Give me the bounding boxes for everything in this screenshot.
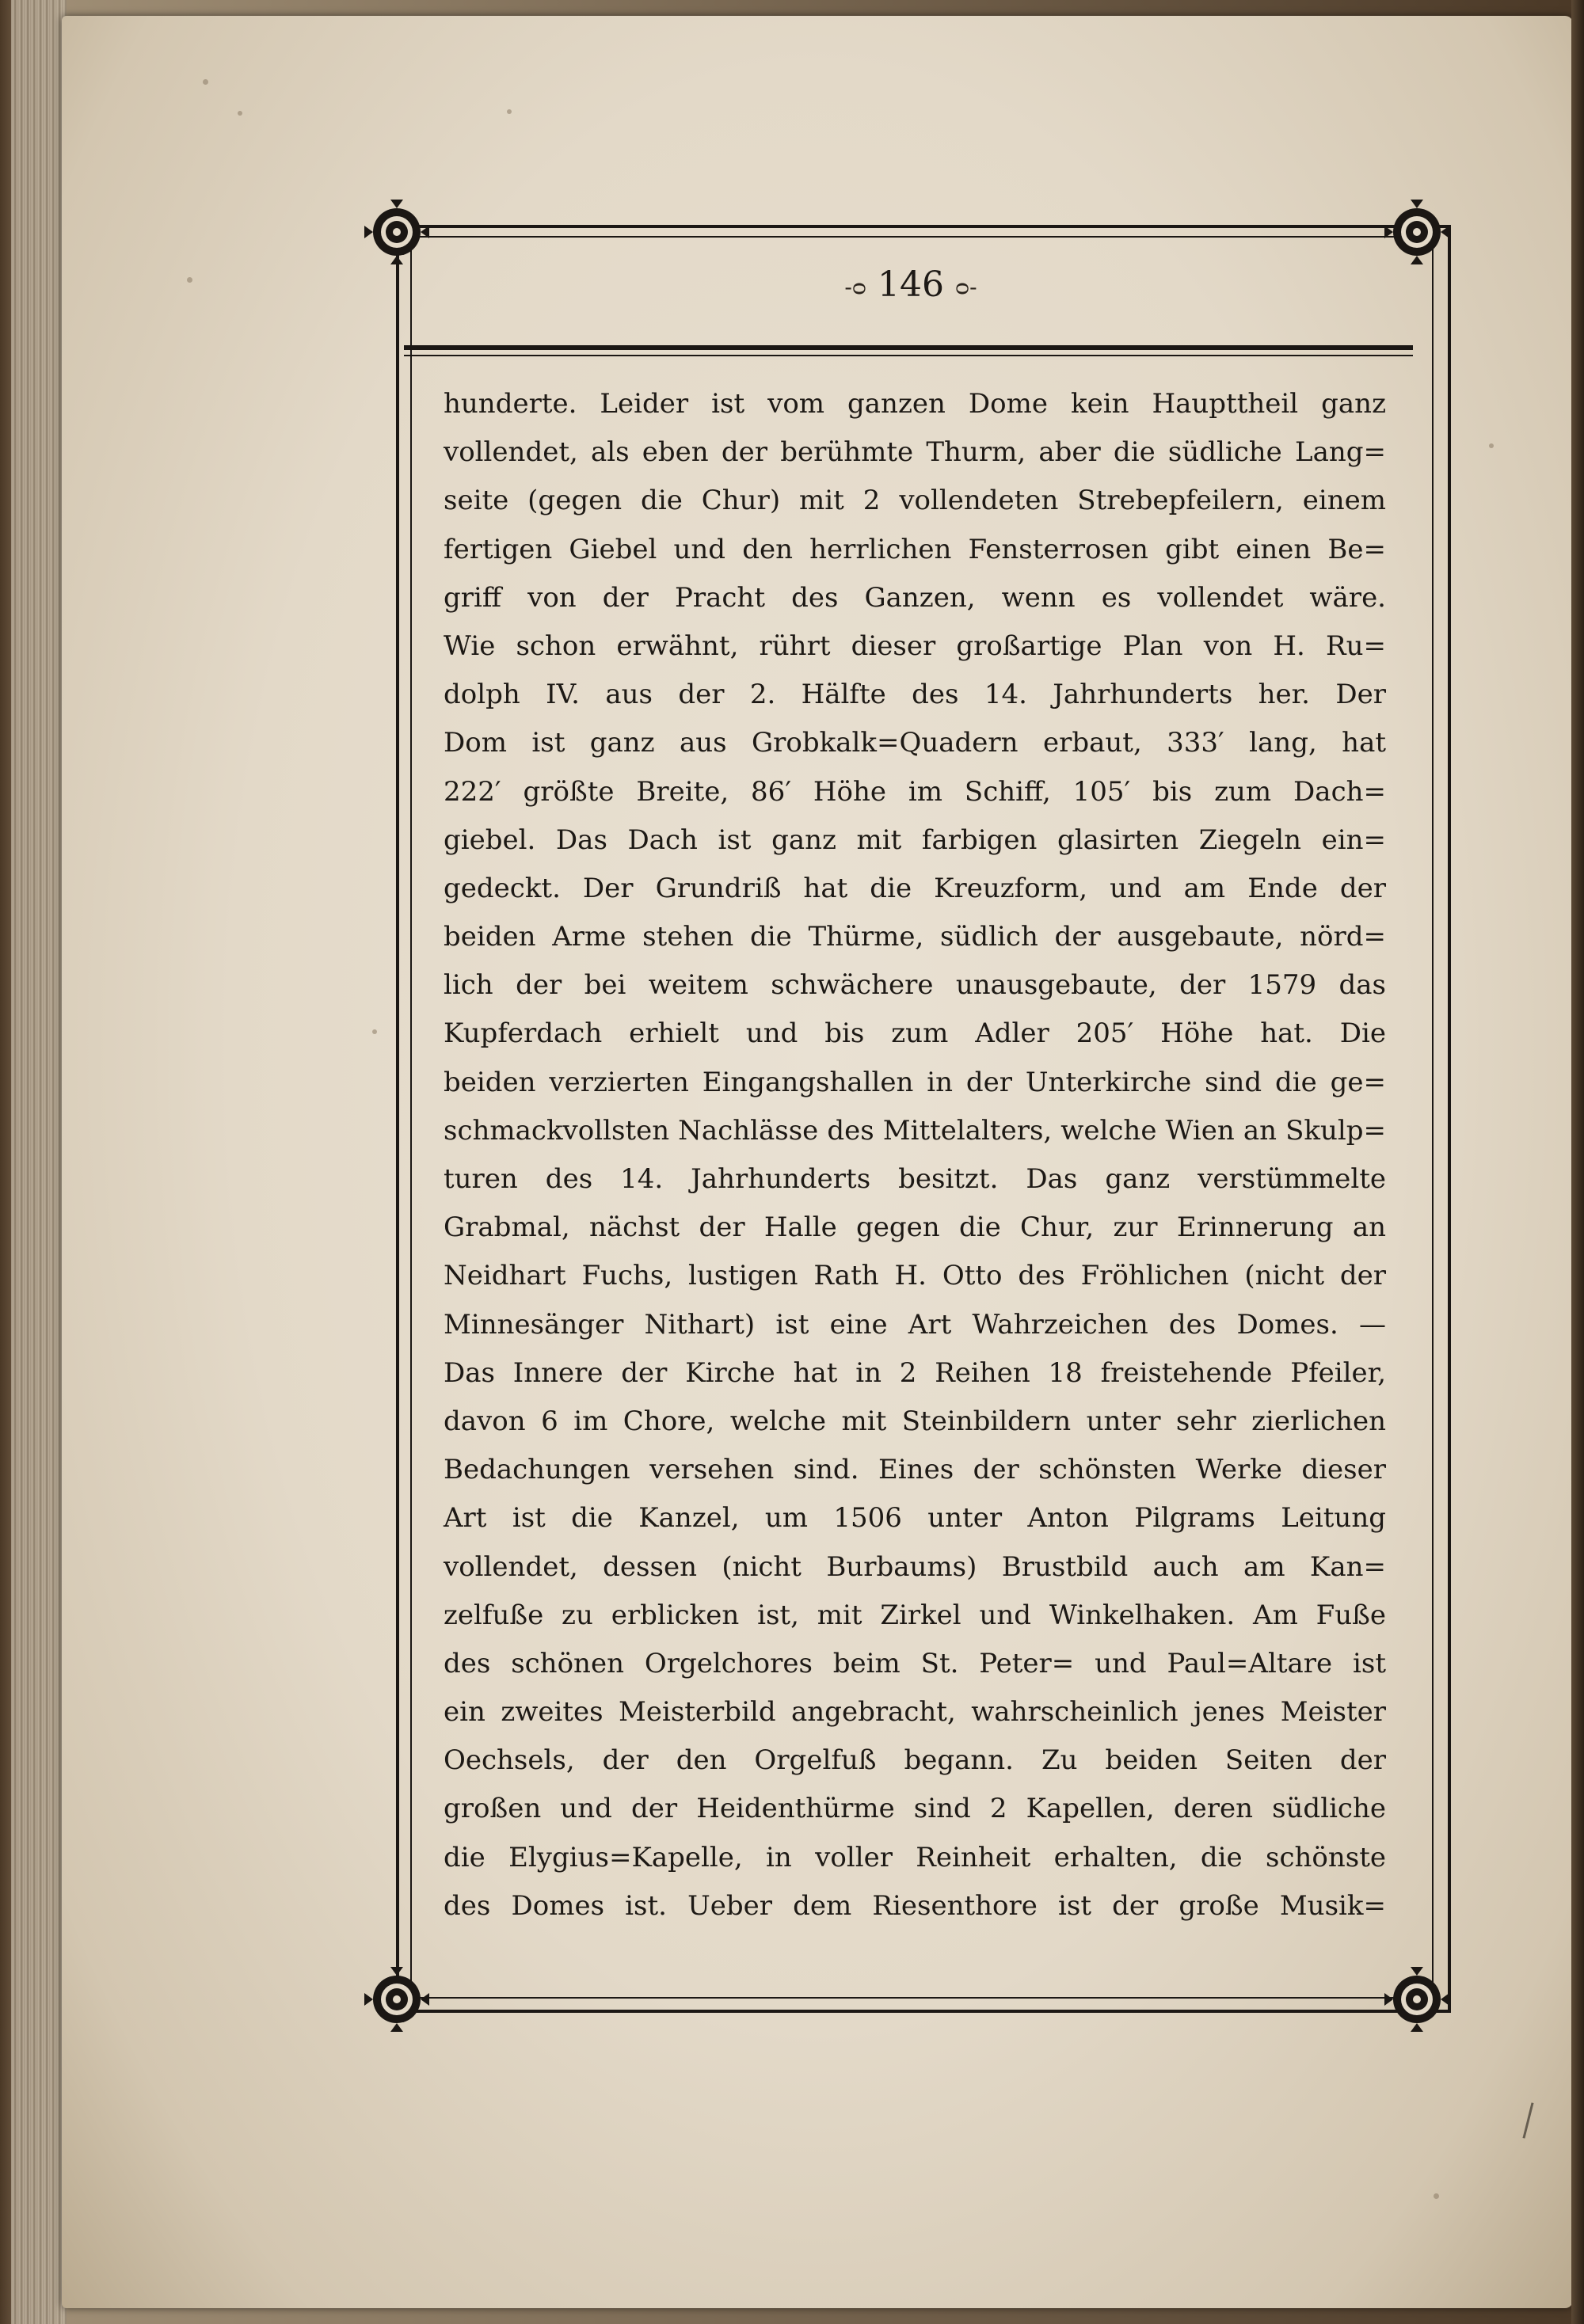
flourish-left-icon: -ᴑ [844, 274, 866, 300]
page-stack-edge [11, 0, 67, 2324]
paper-speck [1434, 2193, 1439, 2199]
paper-speck [238, 111, 242, 116]
text-line: gedeckt. Der Grundriß hat die Kreuzform, und am Ende der [444, 872, 1386, 904]
page-number: 146 [878, 264, 944, 305]
text-line: des Domes ist. Ueber dem Riesenthore ist der große Musik= [444, 1889, 1386, 1922]
text-line: turen des 14. Jahrhunderts besitzt. Das ganz verstümmelte [444, 1163, 1386, 1195]
text-line: lich der bei weitem schwächere unausgebaute, der 1579 das [444, 969, 1386, 1002]
header-rule [404, 345, 1413, 350]
header-rule-thin [404, 355, 1413, 356]
text-line: schmackvollsten Nachlässe des Mittelalters, welche Wien an Skulp= [444, 1114, 1386, 1147]
text-line: seite (gegen die Chur) mit 2 vollendeten Strebepfeilern, einem [444, 485, 1386, 517]
text-line: 222′ größte Breite, 86′ Höhe im Schiff, 105′ bis zum Dach= [444, 775, 1386, 808]
paper-speck [187, 277, 192, 283]
text-line: Grabmal, nächst der Halle gegen die Chur, zur Erinnerung an [444, 1211, 1386, 1244]
text-line: hunderte. Leider ist vom ganzen Dome kein Haupttheil ganz [444, 388, 1386, 420]
binding-edge [1571, 0, 1584, 2324]
text-line: Neidhart Fuchs, lustigen Rath H. Otto des Fröhlichen (nicht der [444, 1260, 1386, 1292]
text-line: vollendet, als eben der berühmte Thurm, aber die südliche Lang= [444, 436, 1386, 469]
text-line: Oechsels, der den Orgelfuß begann. Zu beiden Seiten der [444, 1744, 1386, 1777]
text-line: davon 6 im Chore, welche mit Steinbildern unter sehr zierlichen [444, 1405, 1386, 1437]
paper-speck [507, 109, 512, 114]
text-line: die Elygius=Kapelle, in voller Reinheit erhalten, die schönste [444, 1841, 1386, 1873]
text-line: giebel. Das Dach ist ganz mit farbigen glasirten Ziegeln ein= [444, 823, 1386, 856]
paper-speck [1489, 443, 1494, 448]
text-line: ein zweites Meisterbild angebracht, wahrscheinlich jenes Meister [444, 1696, 1386, 1729]
rosette-ornament-icon [363, 1965, 431, 2033]
text-line: vollendet, dessen (nicht Burbaums) Brustbild auch am Kan= [444, 1550, 1386, 1583]
page-number-header [792, 264, 1030, 305]
rosette-ornament-icon [1383, 198, 1451, 266]
rosette-ornament-icon [1383, 1965, 1451, 2033]
text-line: Bedachungen versehen sind. Eines der schönsten Werke dieser [444, 1454, 1386, 1486]
text-line: beiden verzierten Eingangshallen in der Unterkirche sind die ge= [444, 1066, 1386, 1098]
text-line: zelfuße zu erblicken ist, mit Zirkel und Winkelhaken. Am Fuße [444, 1599, 1386, 1631]
body-text [444, 380, 1386, 1930]
text-line: Dom ist ganz aus Grobkalk=Quadern erbaut, 333′ lang, hat [444, 727, 1386, 759]
text-line: Minnesänger Nithart) ist eine Art Wahrzeichen des Domes. — [444, 1308, 1386, 1341]
text-line: Wie schon erwähnt, rührt dieser großartige Plan von H. Ru= [444, 629, 1386, 662]
text-line: griff von der Pracht des Ganzen, wenn es vollendet wäre. [444, 581, 1386, 614]
text-line: großen und der Heidenthürme sind 2 Kapellen, deren südliche [444, 1793, 1386, 1825]
text-line: Kupferdach erhielt und bis zum Adler 205′ Höhe hat. Die [444, 1017, 1386, 1050]
text-line: beiden Arme stehen die Thürme, südlich der ausgebaute, nörd= [444, 921, 1386, 953]
text-line: Das Innere der Kirche hat in 2 Reihen 18 freistehende Pfeiler, [444, 1356, 1386, 1389]
text-line: dolph IV. aus der 2. Hälfte des 14. Jahrhunderts her. Der [444, 679, 1386, 711]
paper-speck [203, 79, 208, 85]
text-line: fertigen Giebel und den herrlichen Fensterrosen gibt einen Be= [444, 533, 1386, 565]
flourish-right-icon: ᴑ- [954, 274, 977, 300]
text-line: des schönen Orgelchores beim St. Peter= und Paul=Altare ist [444, 1647, 1386, 1679]
paper-speck [372, 1029, 377, 1034]
text-line: Art ist die Kanzel, um 1506 unter Anton Pilgrams Leitung [444, 1502, 1386, 1535]
rosette-ornament-icon [363, 198, 431, 266]
